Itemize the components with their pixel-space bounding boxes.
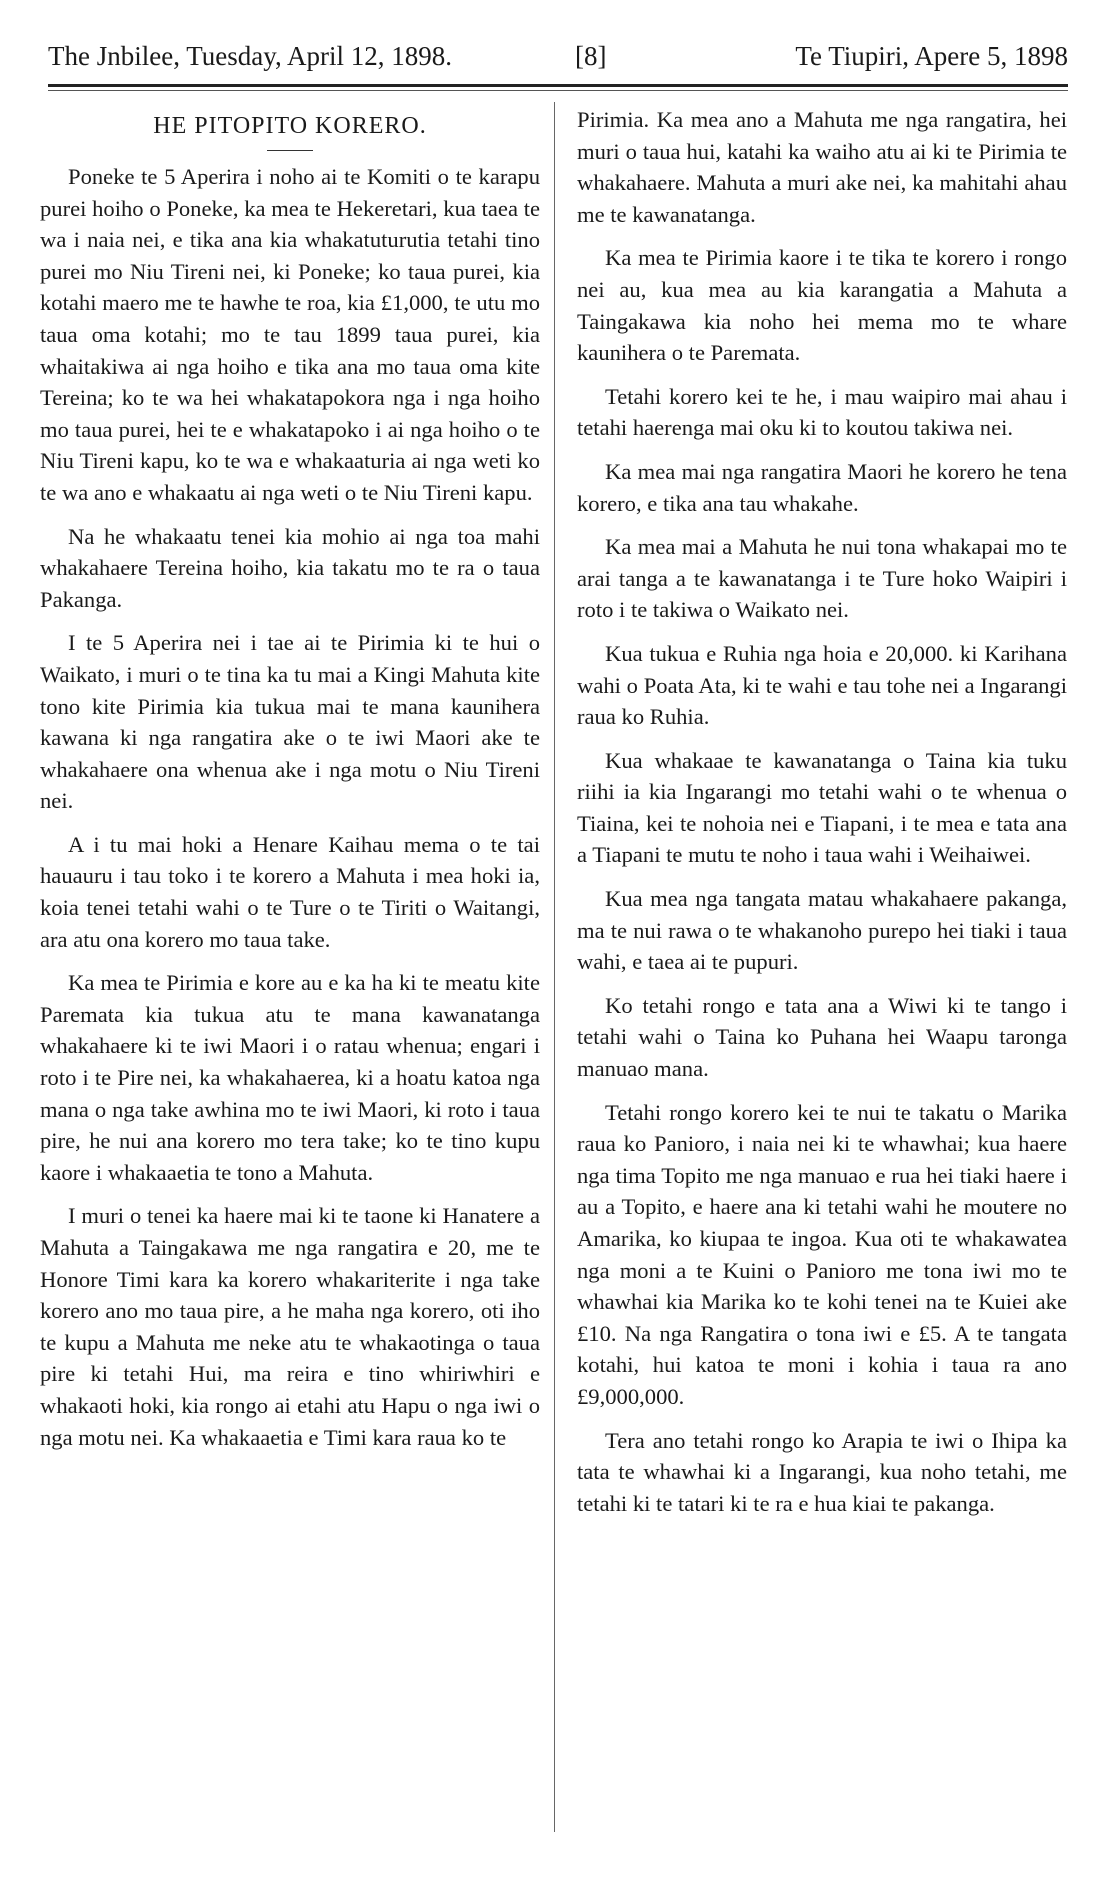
paragraph: Tetahi rongo korero kei te nui te takatu o Marika raua ko Panioro, i naia nei ki te whawhai; kua haere nga tima Topito me nga manuao e rua hei tiaki haere i au a Topito, e haere ana ki tetahi wahi he moutere no Amarika, ko kiupaa te ingoa. Kua oti te whakawatea nga moni a te Kuini o Panioro me tona iwi mo te whawhai kia Marika ko te kohi tenei na te Kuiei ake £10. Na nga Rangatira o tona iwi e £5. A te tangata kotahi, hui katoa te moni i kohia i taua ra ano £9,000,000. — [577, 1099, 1067, 1409]
paragraph: Poneke te 5 Aperira i noho ai te Komiti o te karapu purei hoiho o Poneke, ka mea te Hekeretari, kua taea te wa i naia nei, e tika ana kia whakatuturutia tetahi tino purei mo Niu Tireni nei, ki Poneke; ko taua purei, kia kotahi maero me te hawhe te roa, kia £1,000, te utu mo taua oma kotahi; mo te tau 1899 taua purei, kia whaitakiwa ai nga hoiho e tika ana mo taua oma kite Tereina; ko te wa hei whakatapokora nga i nga hoiho mo taua purei, hei te e whakatapoko i ai nga hoiho o te Niu Tireni kapu, ko te wa e whakaaturia ai nga weti ko te wa ano e whakaatu ai nga weti o te Niu Tireni kapu. — [40, 164, 540, 505]
header-rule-thin — [48, 90, 1068, 91]
page-number: [8] — [575, 41, 607, 71]
paragraph: Tetahi korero kei te he, i mau waipiro mai ahau i tetahi haerenga mai oku ki to koutou takiwa nei. — [577, 383, 1067, 441]
header-english-dateline: The Jnbilee, Tuesday, April 12, 1898. — [48, 41, 452, 71]
paragraph: Kua tukua e Ruhia nga hoia e 20,000. ki Karihana wahi o Poata Ata, ki te wahi e tau tohe nei a Ingarangi raua ko Ruhia. — [577, 640, 1067, 730]
article-title: HE PITOPITO KORERO. — [153, 113, 427, 139]
page-header — [48, 36, 1068, 76]
right-column — [577, 104, 1067, 1531]
paragraph: Kua mea nga tangata matau whakahaere pakanga, ma te nui rawa o te whakanoho purepo hei tiaki i taua wahi, e taea ai te pupuri. — [577, 886, 1067, 975]
header-maori-dateline: Te Tiupiri, Apere 5, 1898 — [795, 41, 1068, 71]
paragraph-continued: Pirimia. Ka mea ano a Mahuta me nga rangatira, hei muri o taua hui, katahi ka waiho atu ai ki te Pirimia te whakahaere. Mahuta a muri ake nei, ka mahitahi ahau me te kawanatanga. — [577, 107, 1067, 227]
title-rule — [267, 150, 313, 151]
paragraph: Kua whakaae te kawanatanga o Taina kia tuku riihi ia kia Ingarangi mo tetahi wahi o te whenua o Tiaina, kei te nohoia nei e Tiapani, i te mea e tata ana a Tiapani te mutu te noho i taua wahi i Weihaiwei. — [577, 747, 1067, 868]
paragraph: I te 5 Aperira nei i tae ai te Pirimia ki te hui o Waikato, i muri o te tina ka tu mai a Kingi Mahuta kite tono kite Pirimia kia tukua mai te mana kaunihera kawana ki nga rangatira ake o te iwi Maori ake te whakahaere ona whenua ake i nga motu o Niu Tireni nei. — [40, 630, 540, 814]
left-column — [40, 104, 540, 1465]
paragraph: Na he whakaatu tenei kia mohio ai nga toa mahi whakahaere Tereina hoiho, kia takatu mo te ra o taua Pakanga. — [40, 523, 540, 612]
header-rule-thick — [48, 84, 1068, 87]
paragraph: Ka mea te Pirimia e kore au e ka ha ki te meatu kite Paremata kia tukua atu te mana kawanatanga whakahaere ki te iwi Maori i o ratau whenua; engari i roto i te Pire nei, ka whakahaerea, ki a hoatu katoa nga mana o nga take awhina mo te iwi Maori, ki roto i taua pire, he nui ana korero mo tera take; ko te tino kupu kaore i whakaaetia te tono a Mahuta. — [40, 970, 540, 1185]
column-divider — [554, 102, 555, 1832]
paragraph: A i tu mai hoki a Henare Kaihau mema o te tai hauauru i tau toko i te korero a Mahuta i mea hoki ia, koia tenei tetahi wahi o te Ture o te Tiriti o Waitangi, ara atu ona korero mo taua take. — [40, 831, 540, 952]
paragraph: Ka mea mai nga rangatira Maori he korero he tena korero, e tika ana tau whakahe. — [577, 458, 1067, 516]
paragraph: Tera ano tetahi rongo ko Arapia te iwi o Ihipa ka tata te whawhai ki a Ingarangi, kua noho tetahi, me tetahi ki te tatari ki te ra e hua kiai te pakanga. — [577, 1427, 1067, 1516]
paragraph: Ka mea mai a Mahuta he nui tona whakapai mo te arai tanga a te kawanatanga i te Ture hoko Waipiri i roto i te takiwa o Waikato nei. — [577, 534, 1067, 623]
paragraph: Ka mea te Pirimia kaore i te tika te korero i rongo nei au, kua mea au kia karangatia a Mahuta a Taingakawa kia noho hei mema mo te whare kaunihera o te Paremata. — [577, 245, 1067, 366]
paragraph: I muri o tenei ka haere mai ki te taone ki Hanatere a Mahuta a Taingakawa me nga rangatira e 20, me te Honore Timi kara ka korero whakariterite i nga take korero ano mo taua pire, a he maha nga korero, oti iho te kupu a Mahuta me neke atu te whakaotinga o taua pire ki tetahi Hui, ma reira e tino whiriwhiri e whakaoti hoki, kia rongo ai etahi atu Hapu o nga iwi o nga motu nei. Ka whakaaetia e Timi kara raua ko te — [40, 1203, 540, 1450]
paragraph: Ko tetahi rongo e tata ana a Wiwi ki te tango i tetahi wahi o Taina ko Puhana hei Waapu taronga manuao mana. — [577, 992, 1067, 1082]
